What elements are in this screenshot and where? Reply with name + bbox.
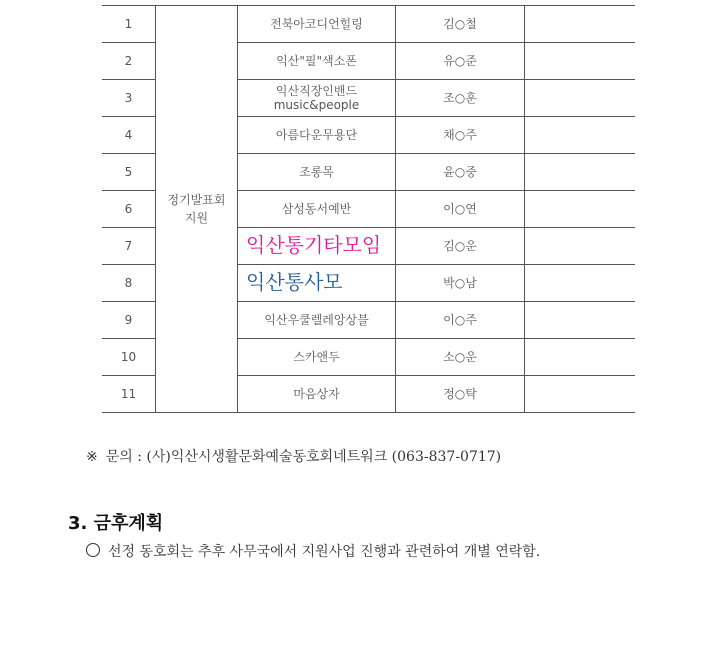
representative: 박○남	[396, 265, 525, 302]
category-label: 정기발표회 지원	[167, 193, 226, 225]
inquiry-line	[86, 446, 501, 466]
note-cell	[525, 43, 636, 80]
club-name	[238, 228, 396, 265]
table-row	[102, 6, 635, 43]
note-cell	[525, 80, 636, 117]
club-name: 익산우쿨렐레앙상블	[238, 302, 396, 339]
representative: 김○운	[396, 228, 525, 265]
section-heading: 3. 금후계획	[68, 513, 164, 534]
representative: 이○연	[396, 191, 525, 228]
representative: 채○주	[396, 117, 525, 154]
inquiry-text: 문의 : (사)익산시생활문화예술동호회네트워크 (063-837-0717)	[105, 449, 502, 465]
note-cell	[525, 117, 636, 154]
representative: 김○철	[396, 6, 525, 43]
category-cell	[156, 6, 238, 413]
club-name: 아름다운무용단	[238, 117, 396, 154]
note-cell	[525, 154, 636, 191]
plan-item	[86, 541, 540, 561]
reference-mark: ※	[86, 449, 98, 465]
club-name: 익산"필"색소폰	[238, 43, 396, 80]
representative: 소○운	[396, 339, 525, 376]
row-number: 3	[102, 80, 156, 117]
club-name: 삼성동서예반	[238, 191, 396, 228]
club-name: 스카앤두	[238, 339, 396, 376]
note-cell	[525, 302, 636, 339]
representative: 정○탁	[396, 376, 525, 413]
note-cell	[525, 228, 636, 265]
note-cell	[525, 6, 636, 43]
club-name: 조롱목	[238, 154, 396, 191]
note-cell	[525, 339, 636, 376]
club-name-line2: music&people	[273, 98, 360, 112]
highlighted-club-name: 익산통기타모임	[246, 232, 382, 257]
club-name	[238, 80, 396, 117]
representative: 유○준	[396, 43, 525, 80]
row-number: 4	[102, 117, 156, 154]
circle-bullet-icon	[86, 543, 100, 557]
row-number: 7	[102, 228, 156, 265]
club-support-table	[102, 5, 635, 413]
row-number: 6	[102, 191, 156, 228]
note-cell	[525, 265, 636, 302]
note-cell	[525, 191, 636, 228]
club-name: 전북아코디언힐링	[238, 6, 396, 43]
club-name: 마음상자	[238, 376, 396, 413]
row-number: 10	[102, 339, 156, 376]
row-number: 2	[102, 43, 156, 80]
representative: 조○훈	[396, 80, 525, 117]
representative: 이○주	[396, 302, 525, 339]
note-cell	[525, 376, 636, 413]
plan-item-text: 선정 동호회는 추후 사무국에서 지원사업 진행과 관련하여 개별 연락함.	[108, 544, 541, 560]
row-number: 1	[102, 6, 156, 43]
row-number: 11	[102, 376, 156, 413]
row-number: 9	[102, 302, 156, 339]
row-number: 8	[102, 265, 156, 302]
row-number: 5	[102, 154, 156, 191]
club-name	[238, 265, 396, 302]
representative: 윤○중	[396, 154, 525, 191]
club-name-line1: 익산직장인밴드	[275, 84, 358, 98]
highlighted-club-name: 익산통사모	[246, 269, 343, 294]
